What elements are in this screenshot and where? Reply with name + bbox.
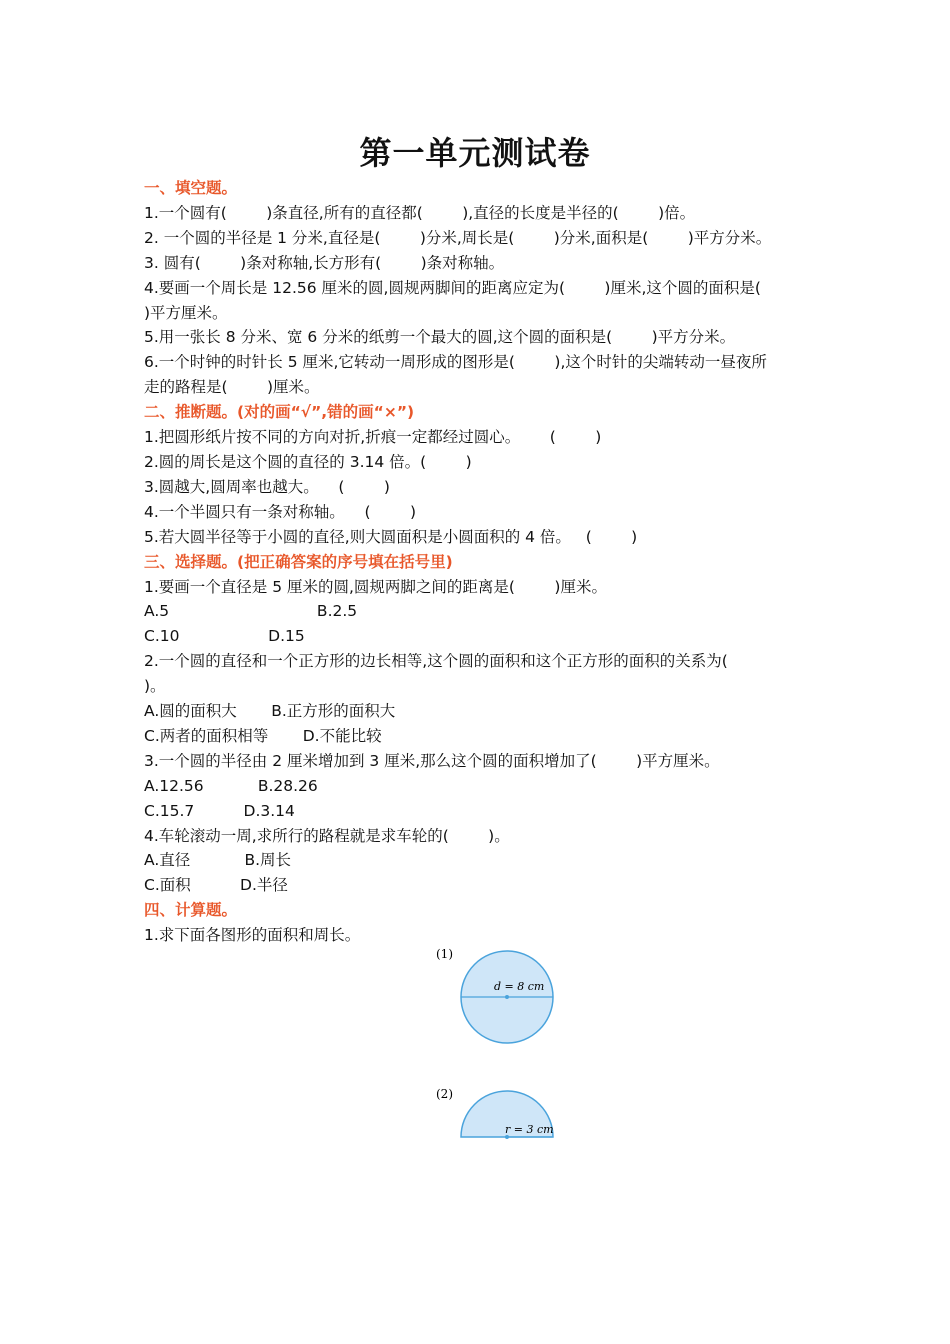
figure-label: (1)	[436, 947, 453, 961]
section-heading-calculation: 四、计算题。	[144, 901, 238, 920]
option-line: C.两者的面积相等 D.不能比较	[144, 726, 382, 745]
question-line: 走的路程是( )厘米。	[144, 378, 320, 397]
question-line: 5.用一张长 8 分米、宽 6 分米的纸剪一个最大的圆,这个圆的面积是( )平方分米。	[144, 328, 736, 347]
section-heading-judgement: 二、推断题。(对的画“√”,错的画“×”)	[144, 403, 415, 422]
question-line: 4.车轮滚动一周,求所行的路程就是求车轮的( )。	[144, 826, 510, 845]
figure-circle	[430, 942, 570, 1052]
figure-semicircle	[430, 1082, 570, 1148]
question-line: 4.一个半圆只有一条对称轴。 ( )	[144, 502, 417, 521]
radius-label: r = 3 cm	[505, 1123, 554, 1136]
figure-label: (2)	[436, 1087, 453, 1101]
question-line: 3.圆越大,圆周率也越大。 ( )	[144, 477, 390, 496]
question-line: 2.一个圆的直径和一个正方形的边长相等,这个圆的面积和这个正方形的面积的关系为(	[144, 652, 728, 671]
option-line: C.10 D.15	[144, 627, 305, 646]
section-heading-fill-blank: 一、填空题。	[144, 179, 238, 197]
question-line: )平方厘米。	[144, 303, 228, 322]
option-line: A.圆的面积大 B.正方形的面积大	[144, 702, 396, 721]
question-line: 5.若大圆半径等于小圆的直径,则大圆面积是小圆面积的 4 倍。 ( )	[144, 527, 638, 546]
question-line: 2. 一个圆的半径是 1 分米,直径是( )分米,周长是( )分米,面积是( )平方分米。	[144, 228, 772, 247]
question-line: 3. 圆有( )条对称轴,长方形有( )条对称轴。	[144, 253, 505, 272]
question-line: 2.圆的周长是这个圆的直径的 3.14 倍。( )	[144, 452, 472, 471]
option-line: C.15.7 D.3.14	[144, 801, 295, 820]
option-line: C.面积 D.半径	[144, 876, 288, 895]
center-point	[505, 995, 509, 999]
circle-diagram	[430, 942, 570, 1052]
question-line: 4.要画一个周长是 12.56 厘米的圆,圆规两脚间的距离应定为( )厘米,这个圆的面积是(	[144, 278, 761, 297]
question-line: 3.一个圆的半径由 2 厘米增加到 3 厘米,那么这个圆的面积增加了( )平方厘米。	[144, 751, 720, 770]
question-line: 1.求下面各图形的面积和周长。	[144, 926, 361, 945]
section-heading-choice: 三、选择题。(把正确答案的序号填在括号里)	[144, 552, 453, 571]
diameter-label: d = 8 cm	[494, 980, 545, 993]
question-line: 1.一个圆有( )条直径,所有的直径都( ),直径的长度是半径的( )倍。	[144, 203, 696, 222]
question-line: 6.一个时钟的时针长 5 厘米,它转动一周形成的图形是( ),这个时针的尖端转动一昼夜所	[144, 353, 767, 372]
semicircle-diagram	[430, 1082, 570, 1148]
page-title: 第一单元测试卷	[359, 134, 591, 172]
exam-content	[144, 176, 812, 948]
option-line: A.直径 B.周长	[144, 851, 292, 870]
option-line: A.5 B.2.5	[144, 602, 358, 621]
option-line: A.12.56 B.28.26	[144, 776, 318, 795]
question-line: 1.把圆形纸片按不同的方向对折,折痕一定都经过圆心。 ( )	[144, 428, 602, 447]
question-line: )。	[144, 677, 166, 696]
question-line: 1.要画一个直径是 5 厘米的圆,圆规两脚之间的距离是( )厘米。	[144, 577, 607, 596]
